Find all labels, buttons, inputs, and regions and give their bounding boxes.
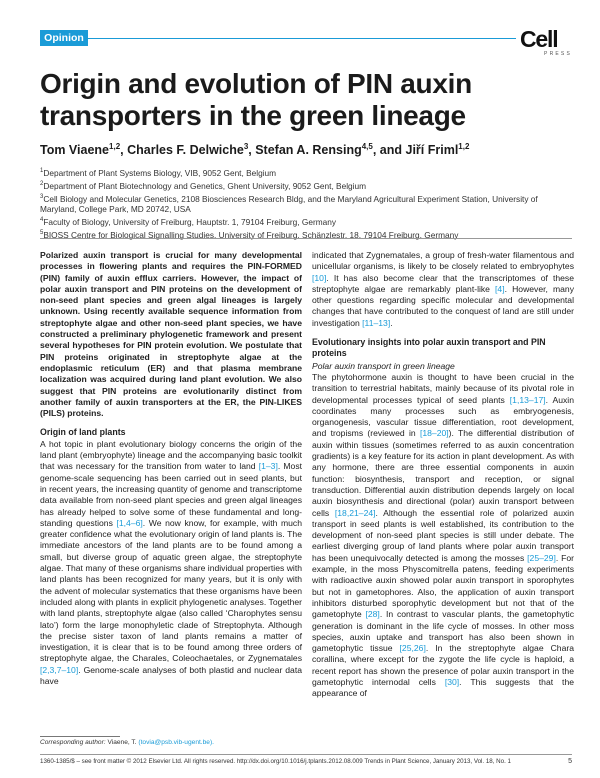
affiliation-divider: [40, 238, 572, 239]
section-tag: Opinion: [40, 30, 88, 46]
logo-press: PRESS: [544, 51, 572, 57]
citation-link[interactable]: [1–3]: [258, 461, 278, 472]
citation-link[interactable]: [30]: [444, 676, 460, 687]
affiliation-text: Department of Plant Biotechnology and Genetics, Ghent University, 9052 Gent, Belgium: [43, 180, 367, 191]
citation-link[interactable]: [18,21–24]: [334, 507, 376, 518]
left-body-text: [40, 439, 302, 688]
text-run: . In the streptophyte algae Chara corallina, where except for the zygote the life cycle is haploid, a recent report has shown the presence of polar auxin transport in the gametophytic internodal cells: [312, 643, 574, 687]
text-run: . Auxin coordinates many processes such as embryogenesis, organogenesis, vascular tissue differentiation, root development, and tropisms (reviewed in: [312, 394, 574, 439]
left-column: [40, 250, 302, 687]
affiliation-number: 2: [40, 180, 44, 187]
subsection-heading-polar: Polar auxin transport in green lineage: [312, 360, 455, 371]
affiliation-item: [40, 215, 570, 228]
section-heading-origin: Origin of land plants: [40, 427, 126, 438]
affiliation-list: [40, 166, 570, 241]
citation-link[interactable]: [4]: [495, 283, 505, 294]
citation-link[interactable]: [25–29]: [527, 552, 556, 563]
corresponding-author-note: [40, 736, 302, 746]
affiliation-number: 1: [40, 168, 44, 174]
journal-header: [0, 0, 600, 58]
citation-link[interactable]: [10]: [312, 272, 327, 283]
author-separator: ,: [248, 143, 256, 158]
footnote-rule: [40, 736, 120, 737]
author-affiliation-mark: 1,2: [109, 142, 121, 151]
citation-link[interactable]: [1,13–17]: [509, 394, 546, 405]
page-footer: [40, 758, 572, 765]
citation-link[interactable]: [1,4–6]: [116, 517, 143, 528]
affiliation-text: Faculty of Biology, University of Freiburg, Hauptstr. 1, 79104 Freiburg, Germany: [43, 217, 337, 228]
page-number: 5: [568, 758, 572, 765]
affiliation-number: 5: [40, 230, 44, 237]
section-heading-evolution: Evolutionary insights into polar auxin transport and PIN proteins: [312, 337, 546, 359]
text-run: . In contrast to vascular plants, the gametophytic generation is dominant in the life cycle of mosses. In other moss species, auxin uptake and transport has also been shown in gametophytic tissue: [312, 609, 575, 654]
text-run: .: [390, 317, 393, 328]
footer-citation: 1360-1385/$ – see front matter © 2012 Elsevier Ltd. All rights reserved. http://dx.doi.org/10.1016/j.tplants.2012.08.009 Trends in Plant Science, January 2013, Vol. 18, No. 1: [40, 758, 511, 765]
author-separator: ,: [120, 143, 128, 158]
affiliation-item: [40, 192, 570, 216]
corresp-author: Viaene, T.: [107, 739, 137, 746]
citation-link[interactable]: [25,26]: [399, 643, 426, 654]
right-intro-text: [312, 250, 574, 329]
affiliation-item: [40, 166, 570, 179]
title-line-1: Origin and evolution of PIN auxin: [40, 68, 472, 99]
affiliation-number: 4: [40, 217, 44, 224]
right-body-text: [312, 372, 574, 700]
affiliation-text: Department of Plant Systems Biology, VIB, 9052 Gent, Belgium: [43, 167, 277, 178]
author-list: [40, 142, 570, 157]
author-separator: , and: [372, 143, 406, 158]
affiliation-item: [40, 179, 570, 192]
header-rule: [88, 38, 516, 39]
abstract: Polarized auxin transport is crucial for many developmental processes in flowering plants and requires the PIN-FORMED (PIN) family of auxin efflux carriers. However, the impact of polar auxin transport and PIN proteins on the development of non-seed plant species and green algal lineages is largely unknown. Using recently available sequence information from streptophyte algae and other non-seed plant species, we have constructed a preliminary phylogenetic framework and present several hypotheses for PIN protein evolution. We postulate that PIN proteins originated in streptophyte algae at the endoplasmic reticulum (ER) and that plasma membrane localization was acquired during land plant evolution. We also suggest that PIN proteins are evolutionarily distinct from another family of auxin transporters at the ER, the PIN-LIKES (PILS) proteins.: [40, 250, 302, 419]
cell-press-logo: [520, 28, 572, 58]
author-name: Jiří Friml: [405, 143, 459, 158]
affiliation-text: Cell Biology and Molecular Genetics, 2108 Biosciences Research Bldg, and the Maryland Agricultural Experiment Station, University of Maryland, College Park, MD 20742, USA: [40, 193, 538, 215]
citation-link[interactable]: [28]: [365, 609, 380, 620]
corresp-label: Corresponding author:: [40, 739, 106, 746]
affiliation-text: BIOSS Centre for Biological Signalling Studies, University of Freiburg, Schänzlestr. 18, 79104 Freiburg, Germany: [43, 229, 459, 240]
author-name: Tom Viaene: [40, 143, 110, 158]
author-name: Charles F. Delwiche: [127, 143, 244, 158]
author-affiliation-mark: 1,2: [458, 142, 470, 151]
text-run: indicated that Zygnematales, a group of fresh-water filamentous and unicellular organisms, is likely to be closely related to embryophytes: [312, 250, 574, 272]
title-line-2: transporters in the green lineage: [40, 100, 466, 131]
text-run: A hot topic in plant evolutionary biology concerns the origin of the land plant (embryophyte) lineage and the accompanying basic toolkit that was necessary for the transition from water to land: [40, 438, 302, 472]
author-affiliation-mark: 4,5: [361, 142, 373, 151]
article-title: [40, 68, 560, 132]
text-run: . We now know, for example, with much greater confidence what the evolutionary origin of land plants is. The immediate ancestors of the land plants are to be found among a small, but diverse group of aquatic green algae, the streptophyte algae. That many of these organisms share individual properties with land plants has been recognized for many years, but it is only with the advent of molecular systematics that these organisms have been included along with plants in explicit phylogenetic analyses. Together with land plants, streptophyte algae (also called ‘Charophytes sensu lato’) form the large monophyletic clade of Streptophyta. Although the precise sister taxon of land plants remains a matter of investigation, it is clear that is to be found among three orders of streptophyte algae, the Charales, Coleochaetales, or Zygnematales: [40, 517, 302, 664]
logo-word: Cell: [520, 26, 558, 52]
citation-link[interactable]: [11–13]: [362, 317, 391, 328]
text-run: . Most genome-scale sequencing has been carried out in seed plants, but in recent years, the increasing quantity of genome and transcriptome data available from non-seed plant species and green algal lineages has already helped to solve some of these fundamental and long-standing questions: [40, 461, 303, 528]
author-affiliation-mark: 3: [243, 142, 249, 151]
affiliation-number: 3: [40, 193, 44, 200]
author-name: Stefan A. Rensing: [255, 143, 362, 158]
text-run: . Genome-scale analyses of both plastid and nuclear data have: [40, 664, 302, 686]
corresp-email[interactable]: (tovia@psb.vib-ugent.be).: [138, 739, 215, 746]
text-run: . It has also become clear that the transcriptomes of these streptophyte algae are remarkably plant-like: [312, 272, 574, 294]
text-run: . This suggests that the appearance of: [312, 676, 575, 699]
footer-divider: [40, 754, 572, 755]
text-run: . For example, in the moss Physcomitrella patens, feeding experiments with radioactive auxin showed polar auxin transport in sporophytes but not in gametophores. Also, the application of auxin transport inhibitors disturbed sporophytic development but not that of the gametophyte: [312, 552, 575, 620]
text-run: . However, many other questions regarding specific molecular and developmental changes that have contributed to the conquest of land are still under investigation: [312, 283, 574, 328]
text-run: The phytohormone auxin is thought to have been crucial in the transition to terrestrial habitats, mainly because of its pivotal role in developmental processes typical of seed plants: [312, 371, 574, 405]
right-column: [312, 250, 574, 700]
text-run: . Although the essential role of polarized auxin transport in seed plants is well established, its contribution to the development of non-seed plant species is still under debate. The earliest diverging group of land plants where polar auxin transport has been unequivocally detected is among the mosses: [312, 507, 574, 563]
citation-link[interactable]: [2,3,7–10]: [40, 664, 79, 675]
citation-link[interactable]: [18–20]: [419, 428, 449, 439]
text-run: ). The differential distribution of auxin within tissues (sometimes referred to as auxin concentration gradients) is a key feature for its action in plant development. As with any hormone, there are three essential components in auxin function: biosynthesis, transport and reception, or signal transduction. Differential auxin distribution depends largely on local auxin biosynthesis and directional (polar) auxin transport between cells: [312, 428, 574, 518]
